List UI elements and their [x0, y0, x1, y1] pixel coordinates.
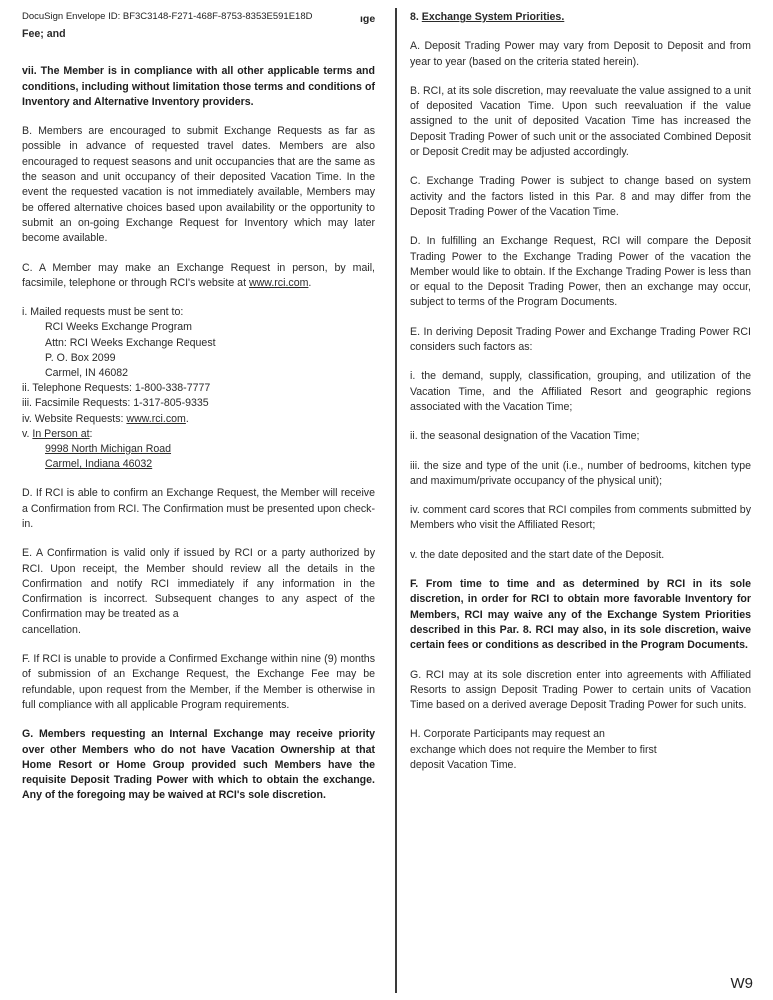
paragraph-h-line: exchange which does not require the Member to first	[410, 743, 657, 756]
paragraph-e: E. In deriving Deposit Trading Power and Exchange Trading Power RCI considers such factors as:	[410, 325, 751, 354]
mail-address-line: RCI Weeks Exchange Program	[45, 321, 192, 334]
rci-website-link[interactable]: www.rci.com	[248, 276, 309, 289]
paragraph-b: B. Members are encouraged to submit Exchange Requests as far as possible in advance of requested travel dates. Members are also encouraged to request seasons and unit occupancies that are the same as the season and unit occupancy of their deposited Vacation Time. In the event the requested vacation is not immediately available, Members may be offered alternative choices based upon availability or the opportunity to submit an on-going Exchange Request for Inventory which may later become available.	[22, 125, 375, 245]
paragraph-f: F. From time to time and as determined by RCI in its sole discretion, in order for RCI to obtain more favorable Inventory for Members, RCI may waive any of the Exchange System Priorities described in this Par. 8. RCI may also, in its sole discretion, waive certain fees or conditions as described in the Program Documents.	[410, 578, 751, 652]
factor-item-iv: iv. comment card scores that RCI compiles from comments submitted by Members who visit the Affiliated Resort;	[410, 504, 751, 532]
website-requests-end: .	[185, 412, 189, 425]
fee-line: Fee; and	[22, 28, 66, 40]
paragraph-c-text: C. A Member may make an Exchange Request in person, by mail, facsimile, telephone or through RCI's website at	[22, 261, 375, 289]
envelope-suffix: ıge	[360, 13, 376, 25]
paragraph-g: G. RCI may at its sole discretion enter into agreements with Affiliated Resorts to assign Deposit Trading Power to certain units of Vacation Time based on a derived average Deposit Trading Power for such units.	[410, 668, 751, 712]
in-person-address-line: 9998 North Michigan Road	[45, 442, 172, 455]
factor-item-v: v. the date deposited and the start date of the Deposit.	[410, 548, 665, 561]
factor-item-ii: ii. the seasonal designation of the Vacation Time;	[410, 430, 640, 443]
paragraph-f: F. If RCI is unable to provide a Confirmed Exchange within nine (9) months of submission of an Exchange Request, the Exchange Fee may be refundable, upon request from the Member, if the Member is otherwise in full compliance with all applicable Program requirements.	[22, 653, 375, 711]
right-column	[410, 10, 751, 773]
paragraph-h-line: H. Corporate Participants may request an	[410, 728, 605, 741]
factor-item-i: i. the demand, supply, classification, grouping, and utilization of the Vacation Time, and the Affiliated Resort and geographic regions associated with the Vacation Time;	[410, 370, 751, 413]
envelope-id: DocuSign Envelope ID: BF3C3148-F271-468F-8753-8353E591E18D	[22, 11, 313, 22]
paragraph-c: C. Exchange Trading Power is subject to change based on system activity and the factors listed in this Par. 8 and may differ from the Deposit Trading Power of the Vacation Time.	[410, 175, 751, 218]
section-title: Exchange System Priorities.	[421, 11, 565, 23]
in-person-address-line: Carmel, Indiana 46032	[45, 458, 153, 471]
section-heading	[410, 10, 751, 25]
paragraph-e-tail: cancellation.	[22, 623, 81, 636]
clause-vii: vii. The Member is in compliance with all other applicable terms and conditions, including without limitation those terms and conditions of Inventory and Alternative Inventory providers.	[22, 65, 375, 108]
paragraph-e: E. A Confirmation is valid only if issued by RCI or a party authorized by RCI. Upon receipt, the Member should review all the details in the Confirmation and notify RCI immediately if any information in the Confirmation is incorrect. Subsequent changes to any aspect of the Confirmation may be treated as a	[22, 547, 375, 621]
website-requests-link[interactable]: www.rci.com	[126, 412, 186, 425]
paragraph-a: A. Deposit Trading Power may vary from Deposit to Deposit and from year to year (based on the criteria stated herein).	[410, 40, 751, 68]
left-column	[22, 27, 375, 818]
paragraph-c	[22, 261, 375, 292]
telephone-requests: ii. Telephone Requests: 1-800-338-7777	[22, 382, 211, 395]
in-person-label: In Person at	[32, 427, 90, 440]
in-person-colon: :	[89, 427, 93, 440]
paragraph-h	[410, 727, 751, 773]
website-requests-label: iv. Website Requests:	[22, 412, 127, 425]
paragraph-d: D. In fulfilling an Exchange Request, RCI will compare the Deposit Trading Power to the Exchange Trading Power of the vacation the Member would like to obtain. If the Exchange Trading Power is less than or equal to the Deposit Trading Power, then an exchange may occur, subject to terms of the Program Documents.	[410, 235, 751, 309]
mailed-requests-label: i. Mailed requests must be sent to:	[22, 306, 184, 319]
mail-address-line: Carmel, IN 46082	[45, 366, 129, 379]
mail-address-line: P. O. Box 2099	[45, 351, 116, 364]
in-person-prefix: v.	[22, 427, 33, 440]
website-requests	[22, 412, 375, 427]
section-number: 8.	[410, 11, 422, 23]
page-number: W9	[730, 975, 753, 992]
paragraph-b: B. RCI, at its sole discretion, may reevaluate the value assigned to a unit of deposited Vacation Time. Upon such reevaluation if the value assigned to the unit of deposited Vacation Time has increased the Deposit Trading Power of such unit or the associated Combined Deposit or Deposit Credit may be adjusted accordingly.	[410, 84, 751, 159]
column-divider	[395, 8, 397, 993]
in-person-requests	[22, 427, 375, 442]
paragraph-h-line: deposit Vacation Time.	[410, 758, 517, 771]
facsimile-requests: iii. Facsimile Requests: 1-317-805-9335	[22, 397, 209, 410]
request-methods-list	[22, 305, 375, 472]
paragraph-g: G. Members requesting an Internal Exchange may receive priority over other Members who do not have Vacation Ownership at that Home Resort or Home Group provided such Members have the requisite Deposit Trading Power with which to obtain the exchange. Any of the foregoing may be waived at RCI's sole discretion.	[22, 728, 375, 802]
paragraph-d: D. If RCI is able to confirm an Exchange Request, the Member will receive a Confirmation from RCI. The Confirmation must be presented upon check-in.	[22, 487, 375, 530]
factor-item-iii: iii. the size and type of the unit (i.e., number of bedrooms, kitchen type and maximum/private occupancy of the physical unit);	[410, 459, 751, 487]
paragraph-c-end: .	[308, 276, 312, 289]
mail-address-line: Attn: RCI Weeks Exchange Request	[45, 336, 216, 349]
